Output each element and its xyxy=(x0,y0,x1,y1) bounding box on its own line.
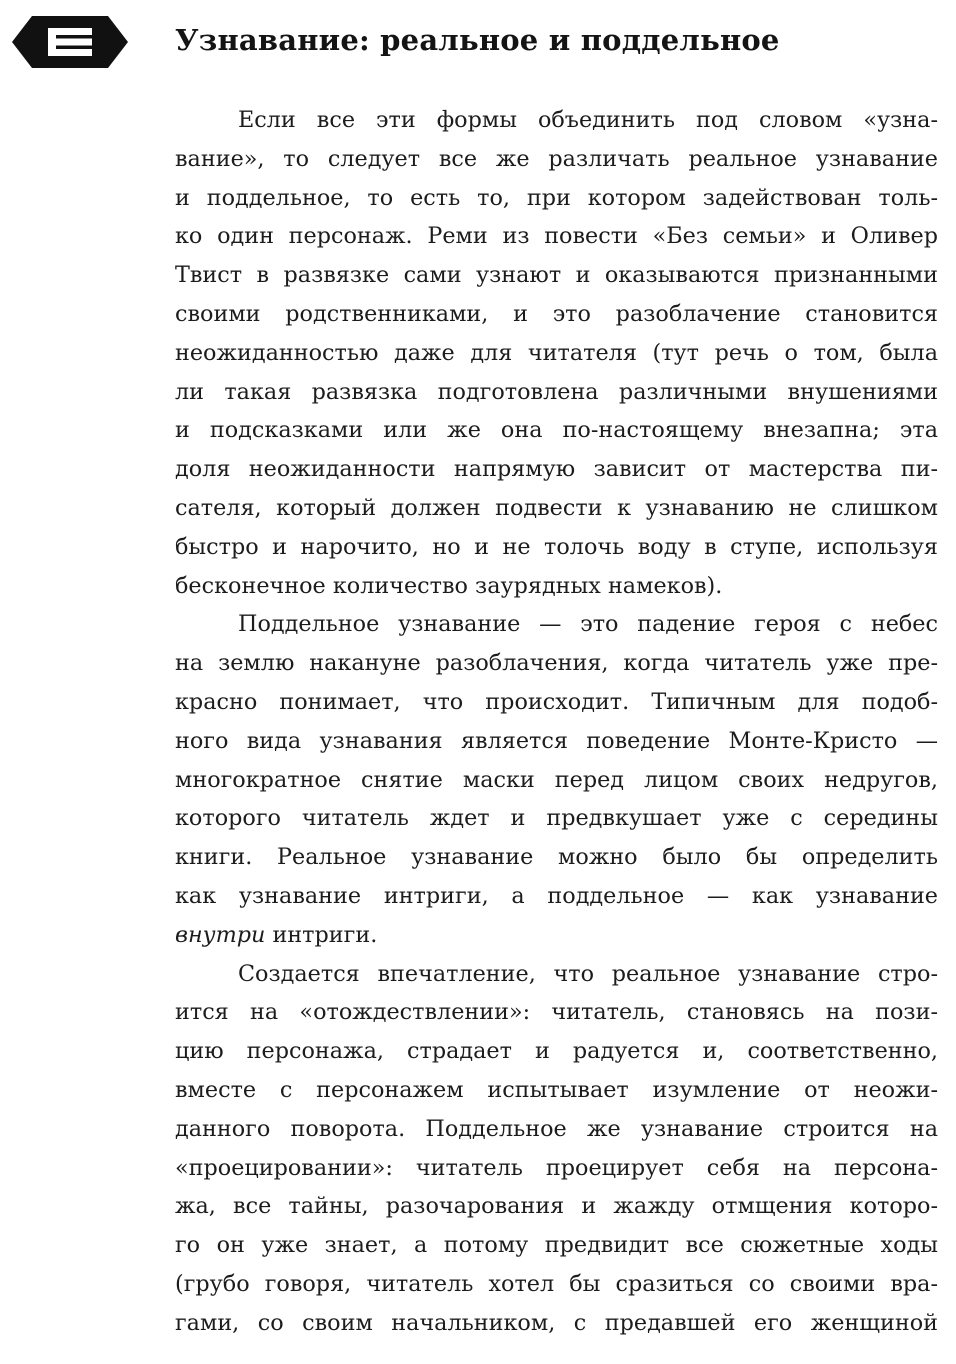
text-line: Создается впечатление, что реальное узнавание стро- xyxy=(238,960,938,987)
chapter-badge-icon xyxy=(10,14,130,70)
text-line: цию персонажа, страдает и радуется и, соответственно, xyxy=(175,1038,938,1065)
text-line: «проецировании»: читатель проецирует себя на персона- xyxy=(175,1154,938,1181)
text-line: быстро и нарочито, но и не толочь воду в ступе, используя xyxy=(175,533,938,560)
section-heading: Узнавание: реальное и поддельное xyxy=(175,23,780,57)
text-line: го он уже знает, а потому предвидит все сюжетные ходы xyxy=(175,1232,938,1259)
text-line: (грубо говоря, читатель хотел бы сразиться со своими вра- xyxy=(175,1270,938,1297)
text-line: книги. Реальное узнавание можно было бы определить xyxy=(175,844,938,871)
text-line: Твист в развязке сами узнают и оказываются признанными xyxy=(175,262,938,289)
text-line xyxy=(175,916,938,955)
text-line: ко один персонаж. Реми из повести «Без семьи» и Оливер xyxy=(175,223,938,250)
emphasis-text: внутри xyxy=(175,921,266,948)
text-line: на землю накануне разоблачения, когда читатель уже пре- xyxy=(175,650,938,677)
body-text xyxy=(175,101,938,1343)
text-line: сателя, который должен подвести к узнаванию не слишком xyxy=(175,494,938,521)
text-line: вместе с персонажем испытывает изумление от неожи- xyxy=(175,1076,938,1103)
text-line: бесконечное количество заурядных намеков). xyxy=(175,572,723,599)
text-line: и подсказками или же она по-настоящему внезапна; эта xyxy=(175,417,938,444)
text-line: ится на «отождествлении»: читатель, становясь на пози- xyxy=(175,999,938,1026)
text-line: гами, со своим начальником, с предавшей его женщиной xyxy=(175,1309,938,1336)
text-line: неожиданностью даже для читателя (тут речь о том, была xyxy=(175,339,938,366)
text-line: Если все эти формы объединить под словом «узна- xyxy=(238,107,938,133)
text-line: доля неожиданности напрямую зависит от мастерства пи- xyxy=(175,456,938,483)
text-line: Поддельное узнавание — это падение героя с небес xyxy=(238,611,938,638)
text-line: ли такая развязка подготовлена различными внушениями xyxy=(175,378,938,405)
text-line: красно понимает, что происходит. Типичным для подоб- xyxy=(175,688,938,715)
text-line: ного вида узнавания является поведение Монте-Кристо — xyxy=(175,727,938,754)
text-line: и поддельное, то есть то, при котором задействован толь- xyxy=(175,184,938,211)
text-line: которого читатель ждет и предвкушает уже с середины xyxy=(175,805,938,832)
text-line: вание», то следует все же различать реальное узнавание xyxy=(175,145,938,172)
text-line: жа, все тайны, разочарования и жажду отмщения которо- xyxy=(175,1193,938,1220)
text-line: многократное снятие маски перед лицом своих недругов, xyxy=(175,766,938,793)
text-line: своими родственниками, и это разоблачение становится xyxy=(175,300,938,327)
text-line: как узнавание интриги, а поддельное — как узнавание xyxy=(175,882,938,909)
text-line: данного поворота. Поддельное же узнавание строится на xyxy=(175,1115,938,1142)
line-rest-text: интриги. xyxy=(265,921,378,948)
